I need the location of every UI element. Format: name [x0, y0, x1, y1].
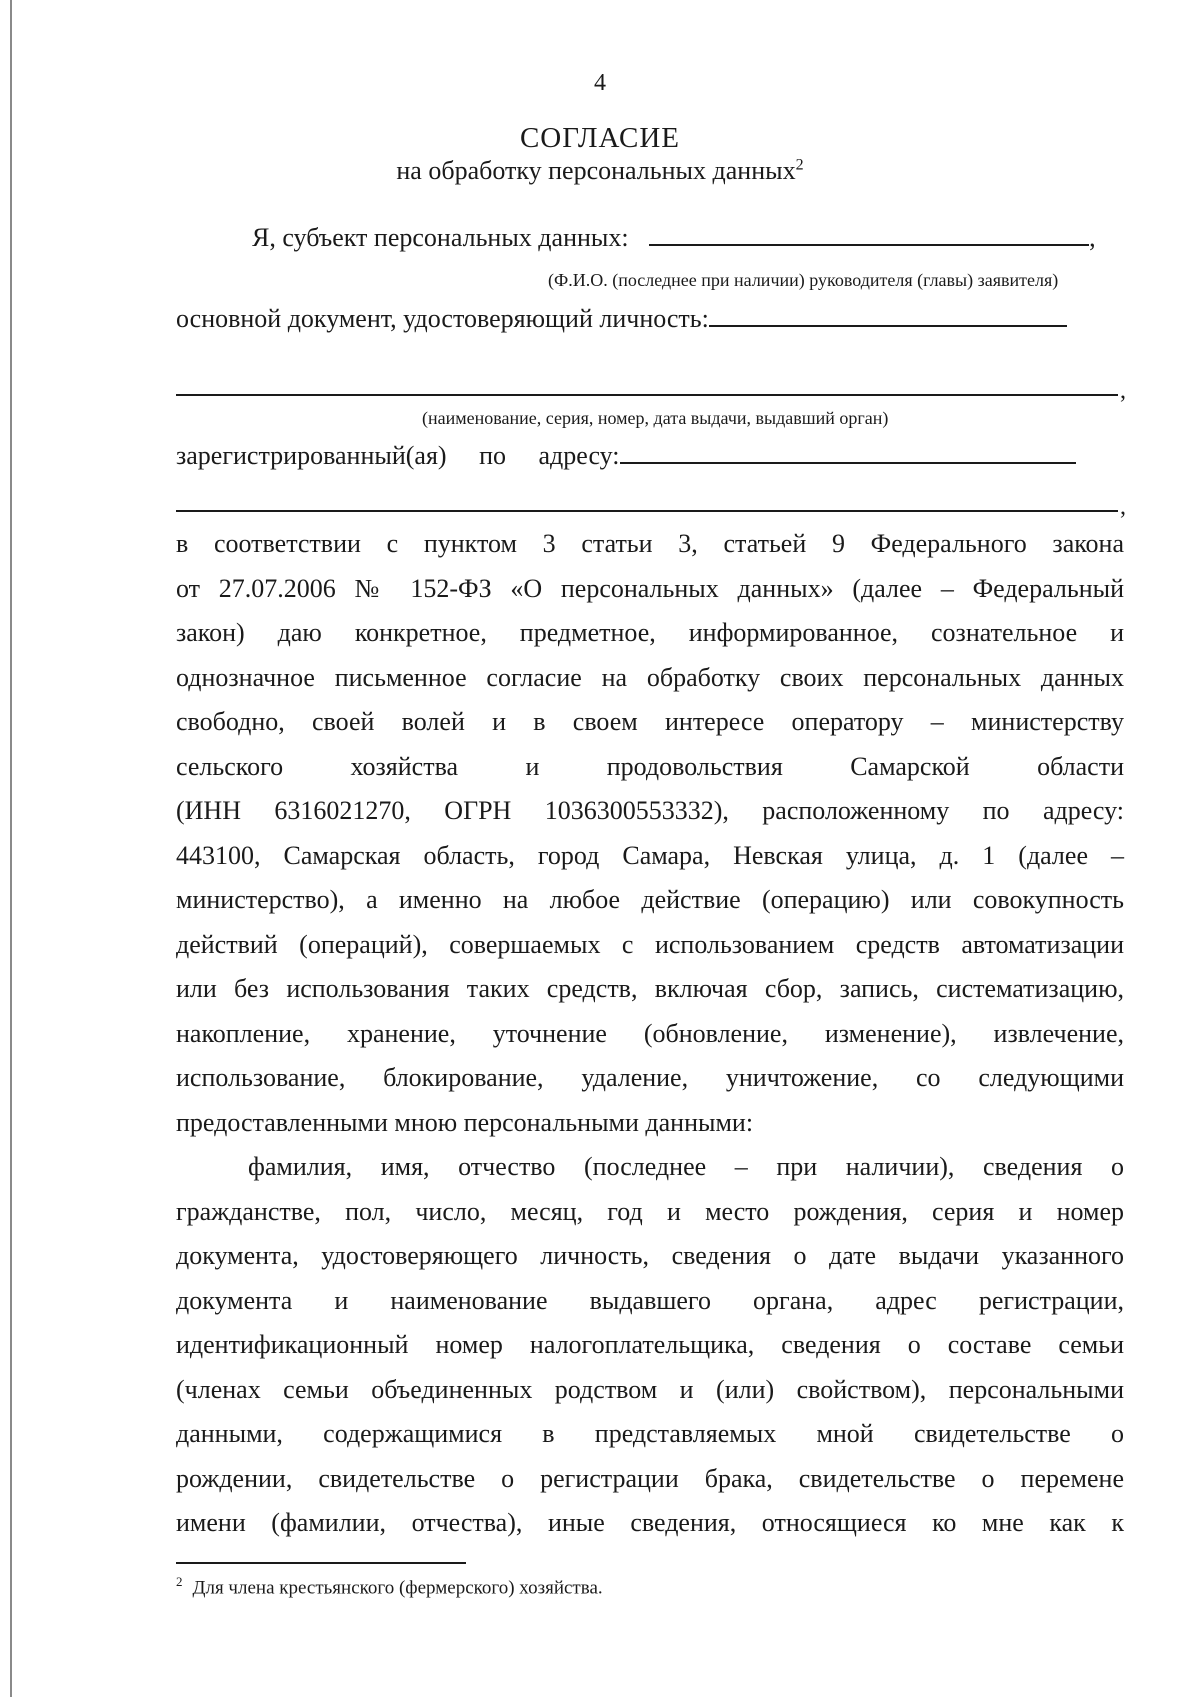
body-line: использование, блокирование, удаление, уничтожение, со следующими: [176, 1063, 1124, 1092]
body-line: рождении, свидетельстве о регистрации брака, свидетельстве о перемене: [176, 1463, 1124, 1493]
body-line: свободно, своей волей и в своем интересе оператору – министерству: [176, 707, 1124, 736]
address-label-by: по: [479, 441, 506, 470]
consent-body: [176, 522, 1124, 1546]
body-line: действий (операций), совершаемых с использованием средств автоматизации: [176, 929, 1124, 959]
document-field-line1[interactable]: [709, 303, 1067, 327]
footnote-divider: [176, 1562, 466, 1564]
page-number: 4: [594, 70, 606, 96]
body-line: гражданстве, пол, число, месяц, год и место рождения, серия и номер: [176, 1196, 1124, 1226]
body-line: или без использования таких средств, включая сбор, запись, систематизацию,: [176, 974, 1124, 1003]
document-hint: (наименование, серия, номер, дата выдачи, выдавший орган): [422, 408, 889, 428]
body-line: предоставленными мною персональными данными:: [176, 1107, 754, 1137]
body-line: документа, удостоверяющего личность, сведения о дате выдачи указанного: [176, 1241, 1124, 1270]
scan-edge-line: [10, 0, 12, 1697]
footnote-text: Для члена крестьянского (фермерского) хозяйства.: [192, 1577, 603, 1599]
subject-label: Я, субъект персональных данных:: [252, 223, 629, 252]
body-line: закон) даю конкретное, предметное, информированное, сознательное и: [176, 618, 1124, 647]
document-field-line2[interactable]: [176, 394, 1118, 396]
address-field-line2[interactable]: [176, 510, 1118, 512]
body-line: министерство), а именно на любое действие (операцию) или совокупность: [176, 885, 1124, 914]
address-label-address: адресу:: [538, 441, 620, 470]
body-line: (ИНН 6316021270, ОГРН 1036300553332), расположенному по адресу:: [176, 796, 1124, 825]
body-line: от 27.07.2006 № 152-ФЗ «О персональных данных» (далее – Федеральный: [176, 573, 1124, 603]
subject-comma: ,: [1089, 223, 1096, 252]
body-line: (членах семьи объединенных родством и (или) свойством), персональными: [176, 1374, 1124, 1404]
address-field-line1[interactable]: [620, 440, 1076, 464]
address-row: [176, 440, 1124, 471]
body-line: в соответствии с пунктом 3 статьи 3, статьей 9 Федерального закона: [176, 529, 1124, 558]
subject-name-field[interactable]: [649, 222, 1089, 246]
subtitle-text: на обработку персональных данных: [396, 156, 796, 185]
footnote: [176, 1574, 603, 1599]
document-subtitle: [0, 156, 1200, 186]
address-label-registered: зарегистрированный(ая): [176, 441, 447, 470]
document-label: основной документ, удостоверяющий личность:: [176, 304, 709, 333]
body-line: однозначное письменное согласие на обработку своих персональных данных: [176, 662, 1124, 692]
body-line: документа и наименование выдавшего органа, адрес регистрации,: [176, 1285, 1124, 1315]
body-line: фамилия, имя, отчество (последнее – при наличии), сведения о: [248, 1152, 1124, 1181]
address-comma: ,: [1120, 494, 1126, 520]
body-line: накопление, хранение, уточнение (обновление, изменение), извлечение,: [176, 1018, 1124, 1048]
body-line: сельского хозяйства и продовольствия Самарской области: [176, 751, 1124, 781]
body-line: 443100, Самарская область, город Самара, Невская улица, д. 1 (далее –: [176, 840, 1124, 870]
subtitle-footnote-mark: 2: [795, 156, 804, 174]
document-comma: ,: [1120, 378, 1126, 404]
body-line: идентификационный номер налогоплательщика, сведения о составе семьи: [176, 1330, 1124, 1359]
body-line: имени (фамилии, отчества), иные сведения, относящиеся ко мне как к: [176, 1508, 1124, 1537]
subject-row: [252, 222, 1124, 253]
body-line: данными, содержащимися в представляемых мной свидетельстве о: [176, 1419, 1124, 1448]
document-row: [176, 303, 1124, 334]
document-title: СОГЛАСИЕ: [519, 122, 681, 154]
footnote-mark: 2: [176, 1574, 183, 1589]
subject-hint: (Ф.И.О. (последнее при наличии) руководителя (главы) заявителя): [548, 270, 1059, 290]
